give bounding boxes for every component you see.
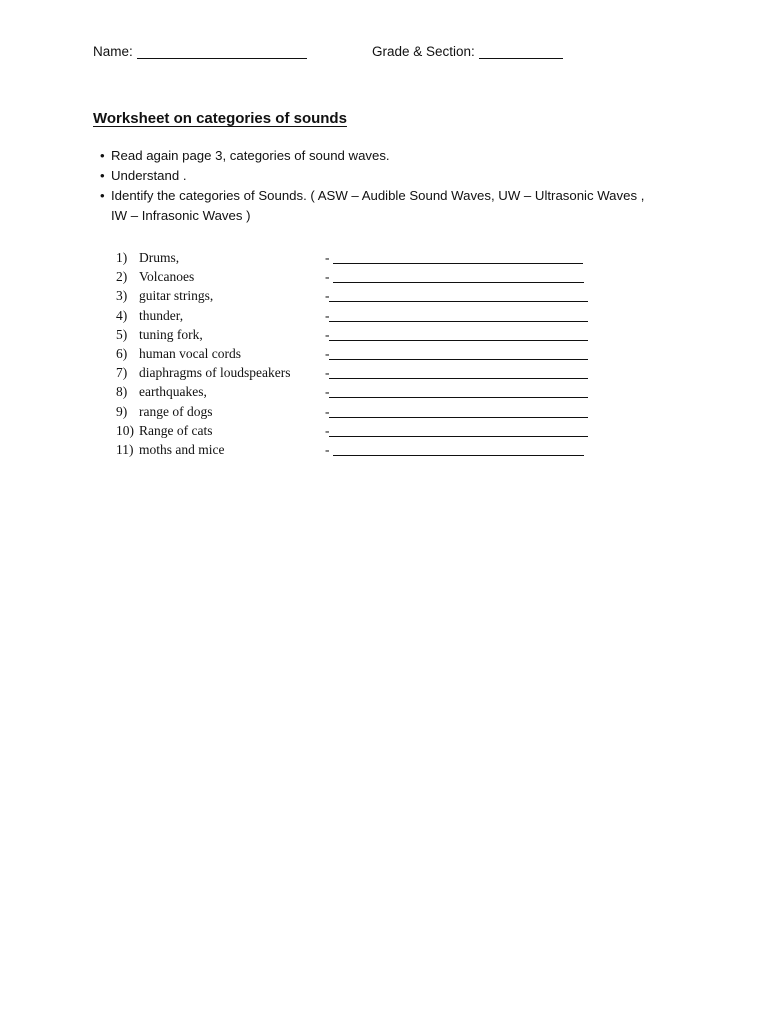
item-number: 1) [116,250,128,265]
list-item [116,325,596,344]
list-item [116,306,596,325]
item-dash: - [325,365,330,381]
item-label: range of dogs [139,403,213,419]
item-dash: - [325,307,330,323]
item-label: moths and mice [139,441,225,457]
item-label: Range of cats [139,422,213,438]
item-number: 10) [116,422,134,438]
item-dash: - [325,384,330,400]
item-number: 3) [116,288,128,304]
item-number: 9) [116,403,128,419]
item-dash: - [325,422,330,438]
name-field [93,44,307,59]
instruction-list [100,146,660,226]
instruction-text: Identify the categories of Sounds. ( ASW – Audible Sound Waves, UW – Ultrasonic Waves , IW – Infrasonic Waves ) [111,188,645,223]
item-label: guitar strings, [139,288,214,304]
item-label: thunder, [139,307,184,323]
answer-line[interactable] [333,263,583,264]
list-item [116,363,596,382]
bullet-icon: • [100,168,105,183]
item-dash: - [325,250,330,265]
answer-line[interactable] [329,436,588,437]
item-label: tuning fork, [139,326,203,342]
grade-section-blank[interactable] [479,44,563,59]
list-item [116,421,596,440]
item-number: 11) [116,441,134,457]
bullet-icon: • [100,148,105,163]
bullet-icon: • [100,188,105,203]
answer-line[interactable] [329,397,588,398]
item-number: 4) [116,307,128,323]
item-dash: - [325,288,330,304]
name-label: Name: [93,44,133,59]
item-dash: - [325,441,330,457]
grade-section-label: Grade & Section: [372,44,475,59]
answer-line[interactable] [329,417,588,418]
answer-line[interactable] [329,378,588,379]
instruction-text: Read again page 3, categories of sound waves. [111,148,390,163]
item-dash: - [325,345,330,361]
list-item [116,267,596,286]
item-number: 8) [116,384,128,400]
item-label: earthquakes, [139,384,207,400]
item-number: 6) [116,345,128,361]
item-label: Drums, [139,250,180,265]
instruction-item [100,186,660,226]
item-dash: - [325,269,330,285]
item-label: Volcanoes [139,269,195,285]
list-item [116,286,596,305]
list-item [116,344,596,363]
list-item [116,440,596,459]
item-number: 2) [116,269,128,285]
list-item [116,248,596,267]
answer-line[interactable] [329,301,588,302]
instruction-text: Understand . [111,168,187,183]
instruction-item [100,146,660,166]
item-number: 7) [116,365,128,381]
instruction-item [100,166,660,186]
list-item [116,402,596,421]
name-blank[interactable] [137,44,307,59]
answer-line[interactable] [329,359,588,360]
item-dash: - [325,403,330,419]
answer-line[interactable] [329,321,588,322]
sound-item-list [116,248,596,459]
item-label: diaphragms of loudspeakers [139,365,291,381]
answer-line[interactable] [333,282,584,283]
grade-section-field [372,44,563,59]
item-dash: - [325,326,330,342]
item-label: human vocal cords [139,345,241,361]
worksheet-title: Worksheet on categories of sounds [93,110,347,127]
list-item [116,382,596,401]
item-number: 5) [116,326,128,342]
answer-line[interactable] [333,455,584,456]
answer-line[interactable] [329,340,588,341]
